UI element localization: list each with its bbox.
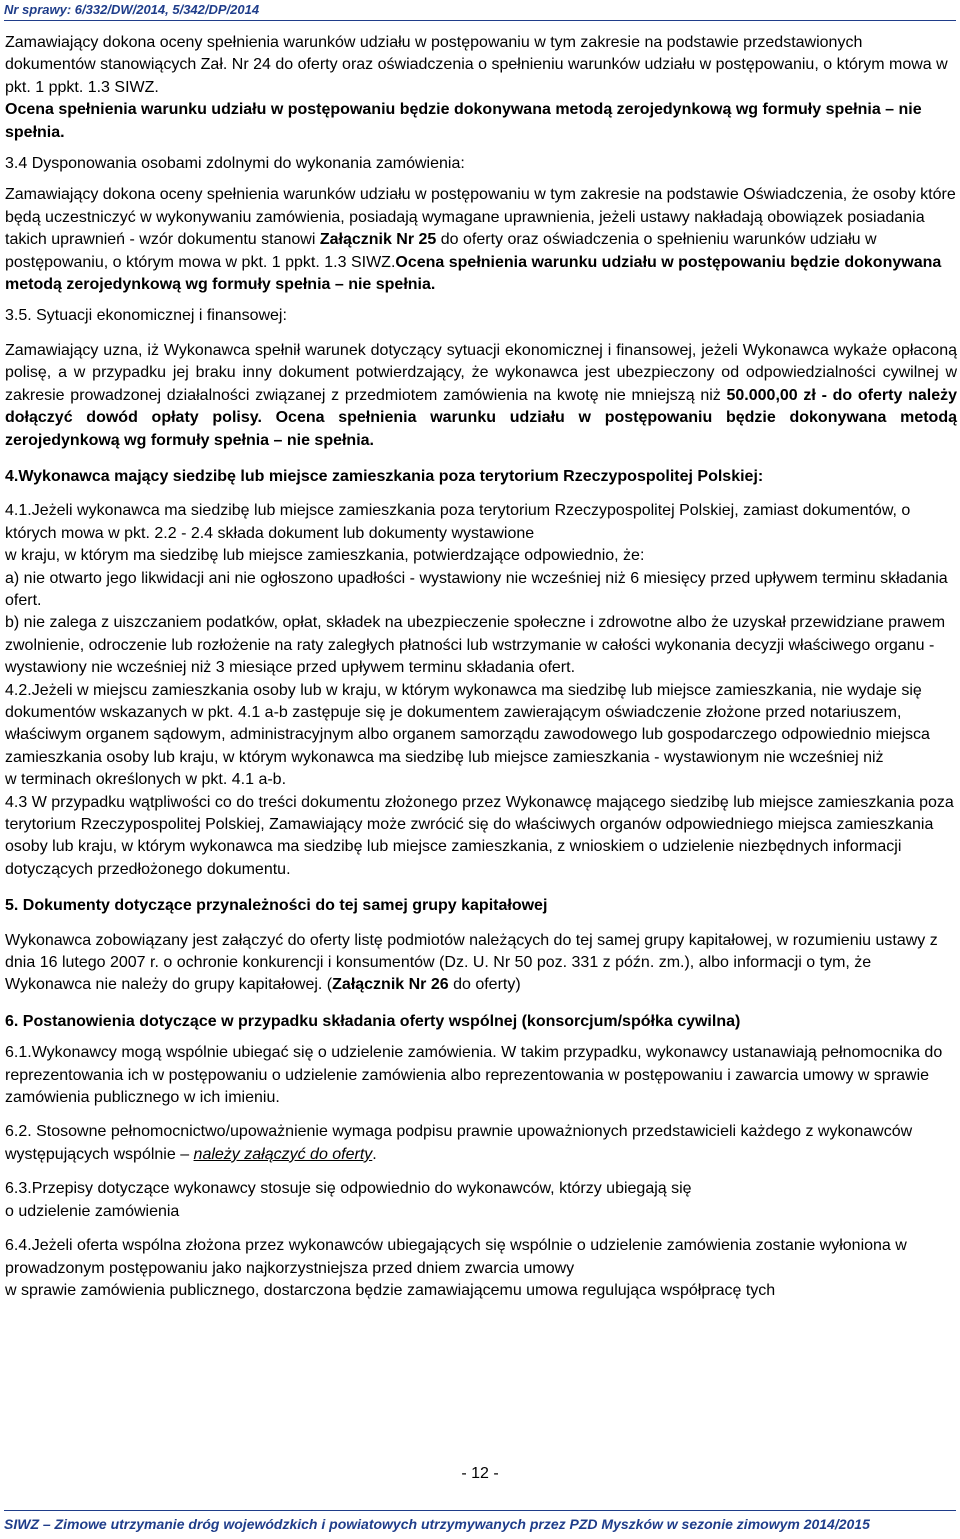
text-run: b) nie zalega z uiszczaniem podatków, opłat, składek na ubezpieczenie społeczne i zdrowotne albo że uzyskał przewidziane prawem zwolnienie, odroczenie lub rozłożenie na raty zaległych płatności lub wstrzymanie w całości wykonania decyzji właściwego organu - wystawiony nie wcześniej niż 3 miesiące przed upływem terminu składania ofert. [5,614,946,677]
text-run: 4.Wykonawca mający siedzibę lub miejsce zamieszkania poza terytorium Rzeczypospolitej Polskiej: [5,467,764,485]
text-run: do oferty) [448,976,521,994]
text-run: a) nie otwarto jego likwidacji ani nie ogłoszono upadłości - wystawiony nie wcześniej niż 6 miesięcy przed upływem terminu składania ofert. [5,569,948,609]
text-run: 6.3.Przepisy dotyczące wykonawcy stosuje się odpowiednio do wykonawców, którzy ubiegają się [5,1180,692,1198]
paragraph-6-4 [5,1235,957,1302]
text-run: w sprawie zamówienia publicznego, dostarczona będzie zamawiającemu umowa regulująca współpracę tych [5,1281,776,1299]
text-run: 3.5. Sytuacji ekonomicznej i finansowej: [5,307,287,325]
paragraph-financial-assessment [5,340,957,452]
footer-divider [4,1510,956,1511]
section-5-heading [5,895,957,917]
text-run: o udzielenie zamówienia [5,1202,180,1220]
page-footer [0,1506,960,1539]
text-run: 3.4 Dysponowania osobami zdolnymi do wykonania zamówienia: [5,155,465,173]
section-3-4-heading [5,153,957,175]
text-run: w kraju, w którym ma siedzibę lub miejsce zamieszkania, potwierdzające odpowiednio, że: [5,547,645,565]
text-run: 4.2.Jeżeli w miejscu zamieszkania osoby lub w kraju, w którym wykonawca ma siedzibę lub miejsce zamieszkania, nie wydaje się dokumentów wskazanych w pkt. 4.1 a-b zastępuje się je dokumentem zawierającym oświadczenie złożone przed notariuszem, właściwym organem sądowym, administracyjnym albo organem samorządu zawodowego lub gospodarczego odpowiednio miejsca zamieszkania osoby lub kraju, w którym wykonawca ma siedzibę lub miejsce zamieszkania - wystawionym nie wcześniej niż [5,681,930,766]
text-run: 5. Dokumenty dotyczące przynależności do tej samej grupy kapitałowej [5,897,548,915]
text-run: Zamawiający uzna, iż Wykonawca spełnił warunek dotyczący sytuacji ekonomicznej i finansowej, jeżeli Wykonawca wykaże opłaconą polisę, a w przypadku jej braku inny dokument potwierdzający, że wykonawca jest ubezpieczony od odpowiedzialności cywilnej w zakresie prowadzonej działalności związanej z przedmiotem zamówienia na kwotę nie mniejszą niż [5,341,957,404]
text-run: Ocena spełnienia warunku udziału w postępowaniu będzie dokonywana metodą zerojedynkową wg formuły spełnia – nie spełnia. [5,253,942,294]
section-3-5-heading [5,305,957,327]
paragraph-6-3 [5,1178,957,1223]
text-run: Załącznik Nr 25 [319,231,437,249]
text-run: 50.000,00 zł - do oferty należy dołączyć dowód opłaty polisy. Ocena spełnienia warunku udziału w postępowaniu będzie dokonywana metodą zerojedynkową wg formuły spełnia – nie spełnia. [5,386,958,449]
text-run: 6.2. Stosowne pełnomocnictwo/upoważnienie wymaga podpisu prawnie upoważnionych przedstawicieli każdego z wykonawców występujących wspólnie – [5,1123,913,1163]
document-body [5,32,957,1302]
text-run: Wykonawca zobowiązany jest załączyć do oferty listę podmiotów należących do tej samej grupy kapitałowej, w rozumieniu ustawy z dnia 16 lutego 2007 r. o ochronie konkurencji i konsumentów (Dz. U. Nr 50 poz. 331 z późn. zm.), albo informacji o tym, że Wykonawca nie należy do grupy kapitałowej. ( [5,931,938,994]
text-run: 4.3 W przypadku wątpliwości co do treści dokumentu złożonego przez Wykonawcę mającego siedzibę lub miejsce zamieszkania poza terytorium Rzeczypospolitej Polskiej, Zamawiający może zwrócić się do właściwych organów odpowiedniego miejsca zamieszkania osoby lub kraju, w którym wykonawca ma siedzibę lub miejsce zamieszkania, z wnioskiem o udzielenie niezbędnych informacji dotyczących przedłożonego dokumentu. [5,793,954,878]
paragraph-6-2 [5,1121,957,1166]
text-run: Zamawiający dokona oceny spełnienia warunków udziału w postępowaniu w tym zakresie na podstawie Oświadczenia, że osoby które będą uczestniczyć w wykonywaniu zamówienia, posiadają wymagane uprawnienia, jeżeli ustawy nakładają obowiązek posiadania takich uprawnień - wzór dokumentu stanowi [5,186,956,249]
text-run: Załącznik Nr 26 [332,976,449,994]
text-run: należy załączyć do oferty [193,1145,373,1163]
text-run: 6.4.Jeżeli oferta wspólna złożona przez wykonawców ubiegających się wspólnie o udzielenie zamówienia zostanie wyłoniona w prowadzonym postępowaniu jako najkorzystniejsza przed dniem zwarcia umowy [5,1237,907,1277]
page-number: - 12 - [461,1465,499,1482]
paragraph-participation-assessment [5,32,957,144]
text-run: w terminach określonych w pkt. 4.1 a-b. [5,771,287,789]
text-run: 4.1.Jeżeli wykonawca ma siedzibę lub miejsce zamieszkania poza terytorium Rzeczypospolitej Polskiej, zamiast dokumentów, o których mowa w pkt. 2.2 - 2.4 składa dokument lub dokumenty wystawione [5,502,911,542]
paragraph-personnel-assessment [5,184,957,296]
text-run: . [372,1145,377,1163]
section-6-heading [5,1011,957,1033]
section-4-heading [5,466,957,488]
paragraph-foreign-contractor [5,500,957,881]
paragraph-capital-group [5,930,957,997]
text-run: do oferty oraz oświadczenia o spełnieniu warunków udziału w postępowaniu, o którym mowa w pkt. 1 ppkt. 1.3 SIWZ. [5,231,877,271]
case-number: Nr sprawy: 6/332/DW/2014, 5/342/DP/2014 [4,2,260,17]
text-run: 6. Postanowienia dotyczące w przypadku składania oferty wspólnej (konsorcjum/spółka cywilna) [5,1012,741,1030]
page-header [0,0,960,24]
text-run: 6.1.Wykonawcy mogą wspólnie ubiegać się o udzielenie zamówienia. W takim przypadku, wykonawcy ustanawiają pełnomocnika do reprezentowania ich w postępowaniu o udzielenie zamówienia albo reprezentowania w postępowaniu i zawarcia umowy w sprawie zamówienia publicznego w ich imieniu. [5,1044,943,1107]
footer-title: SIWZ – Zimowe utrzymanie dróg wojewódzkich i powiatowych utrzymywanych przez PZD Myszków w sezonie zimowym 2014/2015 [4,1516,870,1532]
text-run: Ocena spełnienia warunku udziału w postępowaniu będzie dokonywana metodą zerojedynkową wg formuły spełnia – nie spełnia. [5,101,922,141]
text-run: Zamawiający dokona oceny spełnienia warunków udziału w postępowaniu w tym zakresie na podstawie przedstawionych dokumentów stanowiących Zał. Nr 24 do oferty oraz oświadczenia o spełnieniu warunków udziału w postępowaniu, o którym mowa w pkt. 1 ppkt. 1.3 SIWZ. [5,34,948,96]
paragraph-6-1 [5,1042,957,1109]
header-divider [4,20,956,21]
